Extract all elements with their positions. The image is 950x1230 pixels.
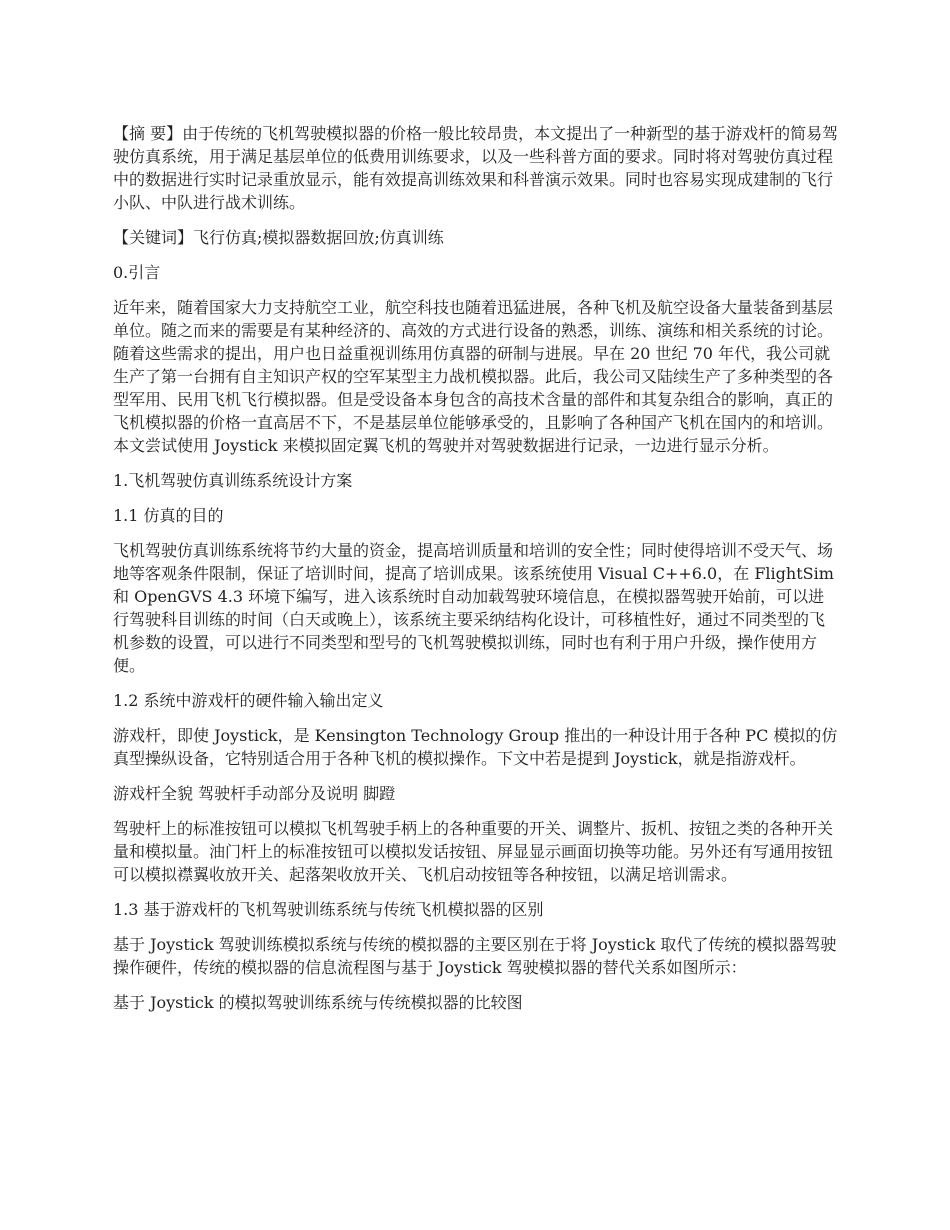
subsection-heading-difference: 1.3 基于游戏杆的飞机驾驶训练系统与传统飞机模拟器的区别 (113, 900, 544, 919)
introduction-paragraph: 近年来，随着国家大力支持航空工业，航空科技也随着迅猛进展，各种飞机及航空设备大量装备到基层单位。随之而来的需要是有某种经济的、高效的方式进行设备的熟悉，训练、演练和相关系统的讨论。随着这些需求的提出，用户也日益重视训练用仿真器的研制与进展。早在 20 世纪 70 年代，我公司就生产了第一台拥有自主知识产权的空军某型主力战机模拟器。此后，我公司又陆续生产了多种类型的各型军用、民用飞机飞行模拟器。但是受设备本身包含的高技术含量的部件和其复杂组合的影响，真正的飞机模拟器的价格一直高居不下，不是基层单位能够承受的，且影响了各种国产飞机在国内的和培训。本文尝试使用 Joystick 来模拟固定翼飞机的驾驶并对驾驶数据进行记录，一边进行显示分析。 (113, 298, 834, 455)
section-heading-design: 1.飞机驾驶仿真训练系统设计方案 (113, 471, 353, 490)
document-body (113, 122, 840, 1026)
section-heading-introduction: 0.引言 (113, 263, 161, 282)
figure-caption-joystick: 游戏杆全貌 驾驶杆手动部分及说明 脚蹬 (113, 784, 396, 803)
abstract-paragraph: 【摘 要】由于传统的飞机驾驶模拟器的价格一般比较昂贵，本文提出了一种新型的基于游戏杆的简易驾驶仿真系统，用于满足基层单位的低费用训练要求，以及一些科普方面的要求。同时将对驾驶仿真过程中的数据进行实时记录重放显示，能有效提高训练效果和科普演示效果。同时也容易实现成建制的飞行小队、中队进行战术训练。 (113, 124, 839, 212)
difference-paragraph: 基于 Joystick 驾驶训练模拟系统与传统的模拟器的主要区别在于将 Joystick 取代了传统的模拟器驾驶操作硬件，传统的模拟器的信息流程图与基于 Joystick 驾驶模拟器的替代关系如图所示： (113, 935, 837, 977)
joystick-definition-paragraph: 游戏杆，即使 Joystick，是 Kensington Technology Group 推出的一种设计用于各种 PC 模拟的仿真型操纵设备，它特别适合用于各种飞机的模拟操作。下文中若是提到 Joystick，就是指游戏杆。 (113, 726, 838, 768)
purpose-paragraph: 飞机驾驶仿真训练系统将节约大量的资金，提高培训质量和培训的安全性；同时使得培训不受天气、场地等客观条件限制，保证了培训时间，提高了培训成果。该系统使用 Visual C++6.0，在 FlightSim 和 OpenGVS 4.3 环境下编写，进入该系统时自动加载驾驶环境信息，在模拟器驾驶开始前，可以进行驾驶科目训练的时间（白天或晚上），该系统主要采纳结构化设计，可移植性好，通过不同类型的飞机参数的设置，可以进行不同类型和型号的飞机驾驶模拟训练，同时也有利于用户升级，操作使用方便。 (113, 541, 834, 675)
joystick-buttons-paragraph: 驾驶杆上的标准按钮可以模拟飞机驾驶手柄上的各种重要的开关、调整片、扳机、按钮之类的各种开关量和模拟量。油门杆上的标准按钮可以模拟发话按钮、屏显显示画面切换等功能。另外还有写通用按钮可以模拟襟翼收放开关、起落架收放开关、飞机启动按钮等各种按钮，以满足培训需求。 (113, 819, 834, 884)
keywords-paragraph: 【关键词】飞行仿真;模拟器数据回放;仿真训练 (113, 228, 444, 247)
subsection-heading-purpose: 1.1 仿真的目的 (113, 506, 224, 525)
figure-caption-comparison: 基于 Joystick 的模拟驾驶训练系统与传统模拟器的比较图 (113, 993, 523, 1012)
subsection-heading-joystick-io: 1.2 系统中游戏杆的硬件输入输出定义 (113, 691, 384, 710)
